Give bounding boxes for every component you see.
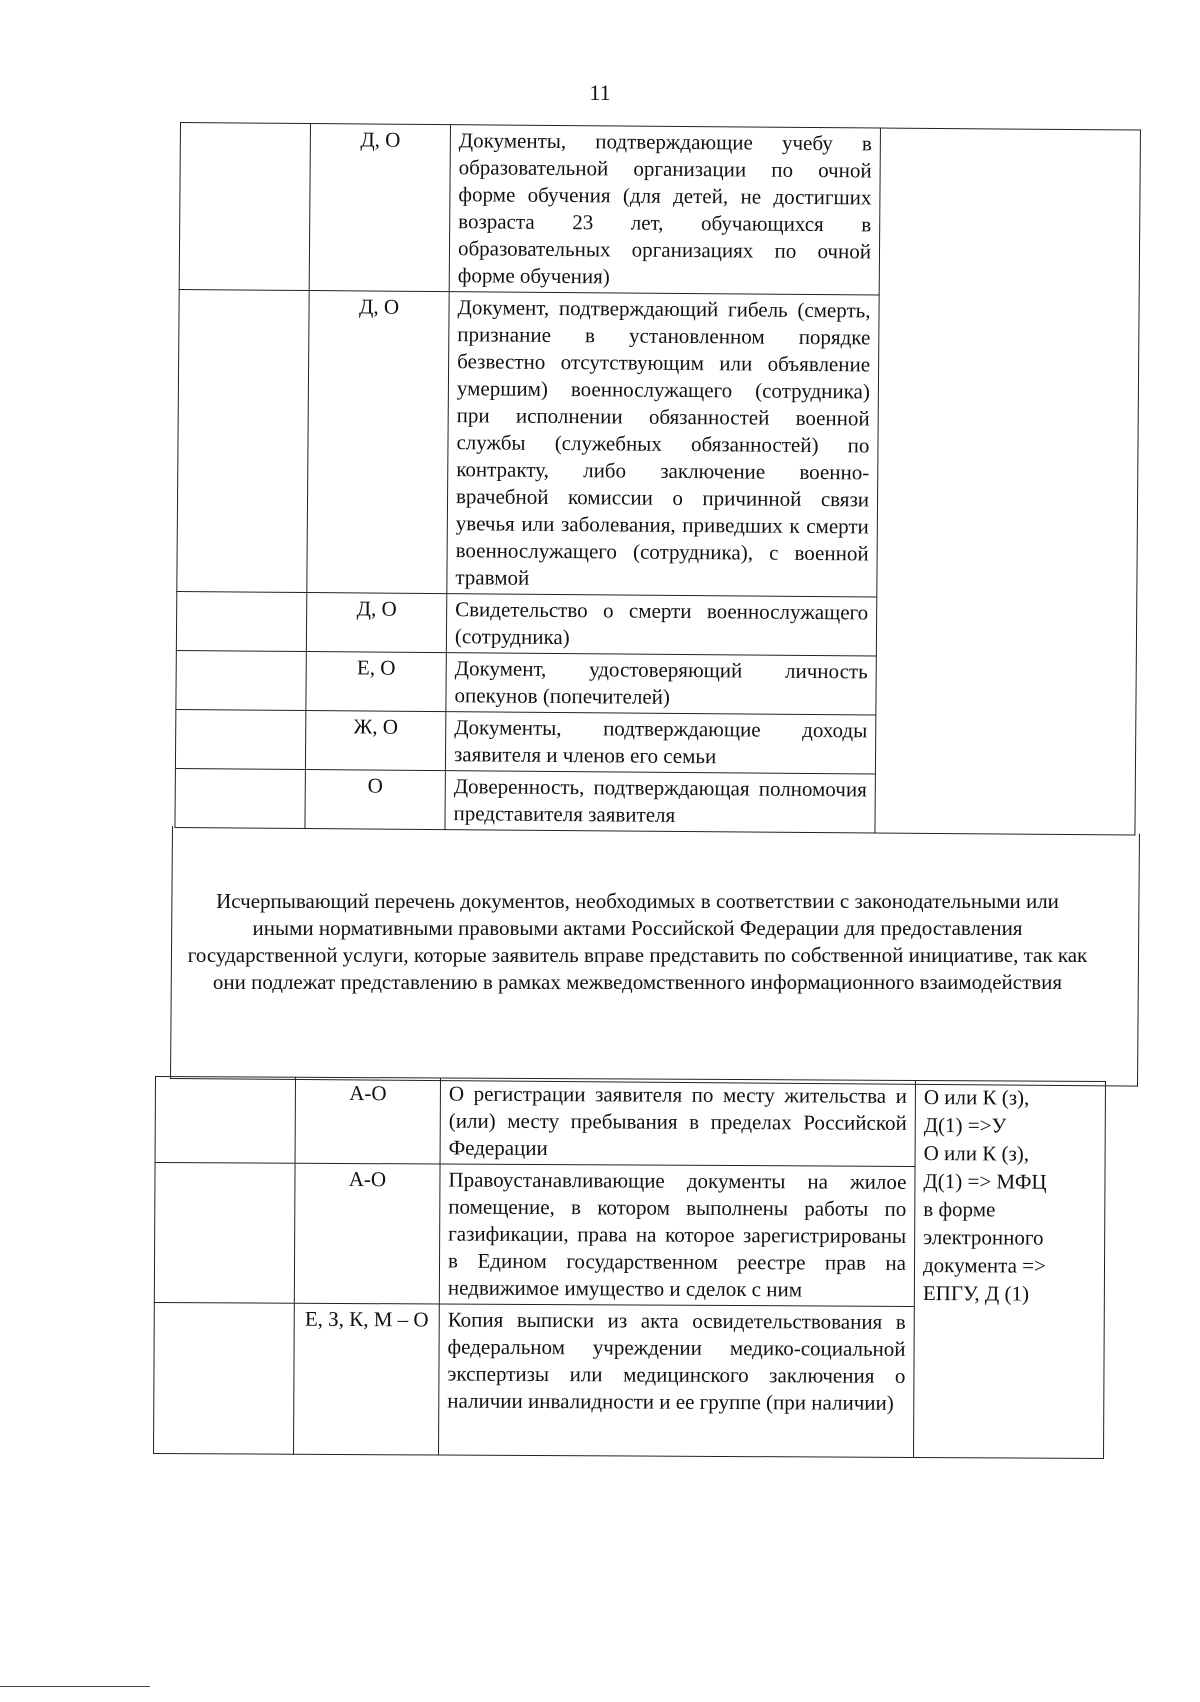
category-code: Е, З, К, М – О (294, 1303, 440, 1455)
document-description: Копия выписки из акта освидетельствования в федеральном учреждении медико-социальной экспертизы или медицинского заключения о наличии инвалидности и ее группе (при наличии) (439, 1304, 915, 1457)
note-line: в форме (923, 1197, 996, 1222)
page-number: 11 (589, 80, 611, 105)
note-line: Д(1) => МФЦ (923, 1169, 1047, 1194)
blank-cell (175, 709, 305, 769)
category-code: А-О (295, 1077, 440, 1164)
section-title: Исчерпывающий перечень документов, необходимых в соответствии с законодательными или иными нормативными правовыми актами Российской Федерации для предоставления государственной услуги, которые заявитель вправе представить по собственной инициативе, так как они подлежат представлению в рамках межведомственного информационного взаимодействия (187, 889, 1088, 994)
scan-edge-mark (0, 1686, 150, 1687)
category-code: А-О (294, 1163, 440, 1304)
document-description: Доверенность, подтверждающая полномочия представителя заявителя (445, 771, 875, 833)
blank-cell (179, 123, 310, 291)
note-cell (875, 128, 1141, 835)
category-code: Д, О (306, 593, 446, 653)
category-code: Ж, О (305, 711, 445, 771)
documents-table-required (174, 122, 1141, 836)
submission-method-note (914, 1080, 1106, 1458)
blank-cell (176, 650, 306, 710)
note-line: ЕПГУ, Д (1) (922, 1281, 1030, 1306)
document-description: О регистрации заявителя по месту жительства и (или) месту пребывания в пределах Российской Федерации (440, 1078, 915, 1166)
document-description: Документ, удостоверяющий личность опекунов (попечителей) (446, 653, 876, 715)
note-line: Д(1) =>У (923, 1113, 1007, 1138)
blank-cell (154, 1302, 295, 1454)
blank-cell (177, 289, 309, 592)
table-row (179, 123, 1140, 298)
blank-cell (155, 1077, 295, 1164)
table-row (155, 1077, 1105, 1168)
document-description: Свидетельство о смерти военнослужащего (сотрудника) (446, 594, 876, 656)
document-description: Документы, подтверждающие доходы заявителя и членов его семьи (445, 712, 875, 774)
document-description: Правоустанавливающие документы на жилое помещение, в котором выполнены работы по газификации, права на которое зарегистрированы в Едином государственном реестре прав на недвижимое имущество и сделок с ним (439, 1164, 915, 1306)
category-code: Д, О (309, 124, 450, 292)
note-line: документа => (922, 1253, 1046, 1278)
blank-cell (175, 768, 305, 828)
blank-cell (176, 591, 306, 651)
note-line: О или К (з), (923, 1085, 1030, 1110)
documents-table-optional (153, 1076, 1106, 1459)
document-description: Документ, подтверждающий гибель (смерть, признание в установленном порядке безвестно отсутствующим или объявление умершим) военнослужащего (сотрудника) при исполнении обязанностей военной службы (служебных обязанностей) по контракту, либо заключение военно-врачебной комиссии о причинной связи увечья или заболевания, приведших к смерти военнослужащего (сотрудника), с военной травмой (447, 292, 879, 597)
category-code: Д, О (307, 291, 449, 594)
blank-cell (154, 1163, 295, 1304)
note-line: О или К (з), (923, 1141, 1030, 1166)
note-line: электронного (923, 1225, 1044, 1250)
document-description: Документы, подтверждающие учебу в образовательной организации по очной форме обучения (для детей, не достигших возраста 23 лет, обучающихся в образовательных организациях по очной форме обучения) (449, 125, 880, 295)
category-code: О (305, 770, 445, 830)
category-code: Е, О (306, 652, 446, 712)
